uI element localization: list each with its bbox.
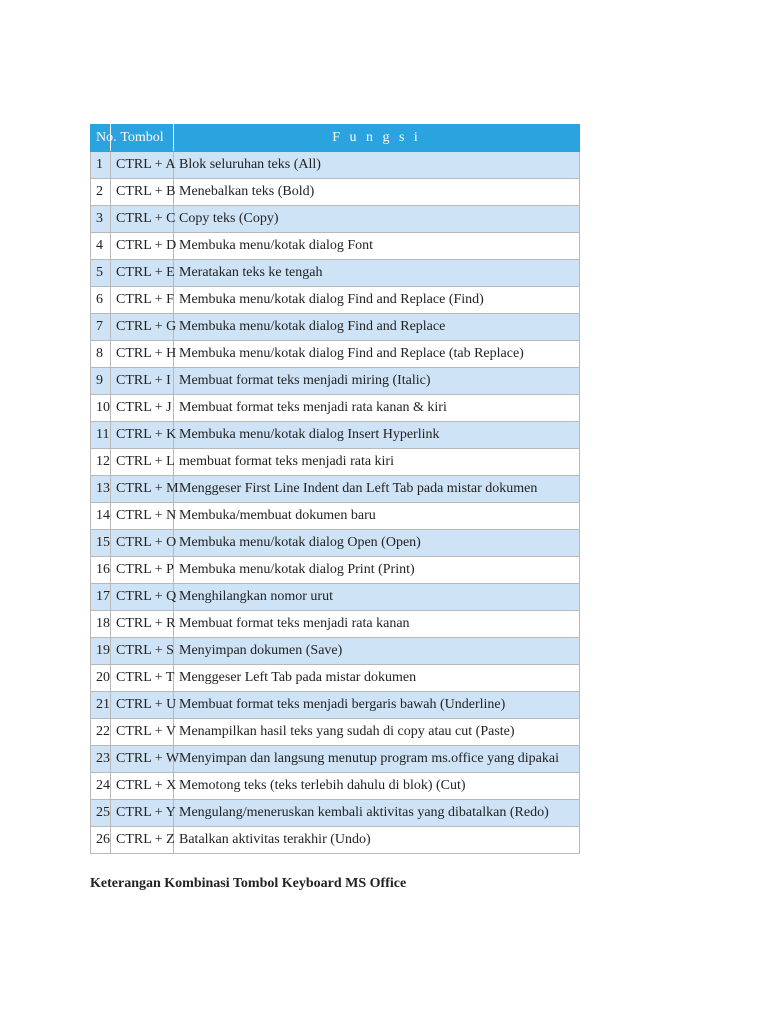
table-row (91, 449, 580, 476)
table-row (91, 530, 580, 557)
table-row (91, 503, 580, 530)
row-function: Menyimpan dokumen (Save) (174, 638, 580, 665)
table-row (91, 719, 580, 746)
row-shortcut: CTRL + J (111, 395, 174, 422)
row-function: Menggeser Left Tab pada mistar dokumen (174, 665, 580, 692)
table-row (91, 179, 580, 206)
table-row (91, 260, 580, 287)
row-number: 3 (91, 206, 111, 233)
row-function: Blok seluruhan teks (All) (174, 152, 580, 179)
table-body (91, 152, 580, 854)
table-row (91, 638, 580, 665)
row-function: Menebalkan teks (Bold) (174, 179, 580, 206)
header-no: No. (91, 125, 111, 152)
row-number: 2 (91, 179, 111, 206)
row-number: 17 (91, 584, 111, 611)
row-number: 14 (91, 503, 111, 530)
row-function: Membuka menu/kotak dialog Find and Replace (Find) (174, 287, 580, 314)
row-shortcut: CTRL + X (111, 773, 174, 800)
row-function: Membuka menu/kotak dialog Print (Print) (174, 557, 580, 584)
row-shortcut: CTRL + U (111, 692, 174, 719)
row-number: 11 (91, 422, 111, 449)
table-row (91, 368, 580, 395)
table-row (91, 395, 580, 422)
table-row (91, 422, 580, 449)
row-shortcut: CTRL + V (111, 719, 174, 746)
row-function: Membuka/membuat dokumen baru (174, 503, 580, 530)
row-number: 4 (91, 233, 111, 260)
table-row (91, 233, 580, 260)
row-shortcut: CTRL + D (111, 233, 174, 260)
row-function: Membuat format teks menjadi rata kanan & kiri (174, 395, 580, 422)
row-shortcut: CTRL + T (111, 665, 174, 692)
row-number: 25 (91, 800, 111, 827)
row-function: Menyimpan dan langsung menutup program ms.office yang dipakai (174, 746, 580, 773)
row-number: 19 (91, 638, 111, 665)
row-number: 15 (91, 530, 111, 557)
row-shortcut: CTRL + R (111, 611, 174, 638)
row-shortcut: CTRL + M (111, 476, 174, 503)
row-number: 9 (91, 368, 111, 395)
row-shortcut: CTRL + A (111, 152, 174, 179)
row-shortcut: CTRL + P (111, 557, 174, 584)
shortcut-table (90, 124, 580, 854)
row-function: Membuat format teks menjadi rata kanan (174, 611, 580, 638)
header-tombol: Tombol (111, 125, 174, 152)
row-function: Menampilkan hasil teks yang sudah di copy atau cut (Paste) (174, 719, 580, 746)
table-row (91, 287, 580, 314)
table-row (91, 692, 580, 719)
row-number: 5 (91, 260, 111, 287)
table-row (91, 152, 580, 179)
row-function: Memotong teks (teks terlebih dahulu di blok) (Cut) (174, 773, 580, 800)
table-row (91, 476, 580, 503)
row-shortcut: CTRL + Y (111, 800, 174, 827)
row-number: 12 (91, 449, 111, 476)
row-shortcut: CTRL + Z (111, 827, 174, 854)
row-number: 22 (91, 719, 111, 746)
row-shortcut: CTRL + K (111, 422, 174, 449)
row-number: 21 (91, 692, 111, 719)
row-function: Membuat format teks menjadi miring (Italic) (174, 368, 580, 395)
row-shortcut: CTRL + O (111, 530, 174, 557)
row-shortcut: CTRL + F (111, 287, 174, 314)
row-function: Meratakan teks ke tengah (174, 260, 580, 287)
row-shortcut: CTRL + C (111, 206, 174, 233)
table-row (91, 611, 580, 638)
table-header-row (91, 125, 580, 152)
row-function: Membuka menu/kotak dialog Find and Replace (174, 314, 580, 341)
table-row (91, 341, 580, 368)
row-function: Menghilangkan nomor urut (174, 584, 580, 611)
row-number: 26 (91, 827, 111, 854)
row-function: Membuat format teks menjadi bergaris bawah (Underline) (174, 692, 580, 719)
row-function: Batalkan aktivitas terakhir (Undo) (174, 827, 580, 854)
row-function: Mengulang/meneruskan kembali aktivitas yang dibatalkan (Redo) (174, 800, 580, 827)
row-function: Copy teks (Copy) (174, 206, 580, 233)
row-number: 7 (91, 314, 111, 341)
row-shortcut: CTRL + I (111, 368, 174, 395)
row-shortcut: CTRL + B (111, 179, 174, 206)
row-number: 13 (91, 476, 111, 503)
header-fungsi: F u n g s i (174, 125, 580, 152)
row-function: Menggeser First Line Indent dan Left Tab pada mistar dokumen (174, 476, 580, 503)
row-shortcut: CTRL + S (111, 638, 174, 665)
row-shortcut: CTRL + L (111, 449, 174, 476)
row-shortcut: CTRL + W (111, 746, 174, 773)
row-function: Membuka menu/kotak dialog Find and Replace (tab Replace) (174, 341, 580, 368)
row-number: 8 (91, 341, 111, 368)
row-number: 23 (91, 746, 111, 773)
row-number: 20 (91, 665, 111, 692)
table-row (91, 800, 580, 827)
row-shortcut: CTRL + H (111, 341, 174, 368)
row-function: Membuka menu/kotak dialog Open (Open) (174, 530, 580, 557)
row-number: 10 (91, 395, 111, 422)
table-row (91, 557, 580, 584)
row-shortcut: CTRL + E (111, 260, 174, 287)
row-number: 16 (91, 557, 111, 584)
row-number: 18 (91, 611, 111, 638)
table-row (91, 206, 580, 233)
table-caption: Keterangan Kombinasi Tombol Keyboard MS Office (90, 876, 407, 891)
row-number: 6 (91, 287, 111, 314)
row-function: Membuka menu/kotak dialog Font (174, 233, 580, 260)
table-row (91, 314, 580, 341)
table-row (91, 584, 580, 611)
table-row (91, 773, 580, 800)
row-number: 24 (91, 773, 111, 800)
row-number: 1 (91, 152, 111, 179)
table-row (91, 746, 580, 773)
row-shortcut: CTRL + N (111, 503, 174, 530)
row-shortcut: CTRL + G (111, 314, 174, 341)
table-row (91, 665, 580, 692)
row-shortcut: CTRL + Q (111, 584, 174, 611)
row-function: Membuka menu/kotak dialog Insert Hyperlink (174, 422, 580, 449)
row-function: membuat format teks menjadi rata kiri (174, 449, 580, 476)
table-row (91, 827, 580, 854)
